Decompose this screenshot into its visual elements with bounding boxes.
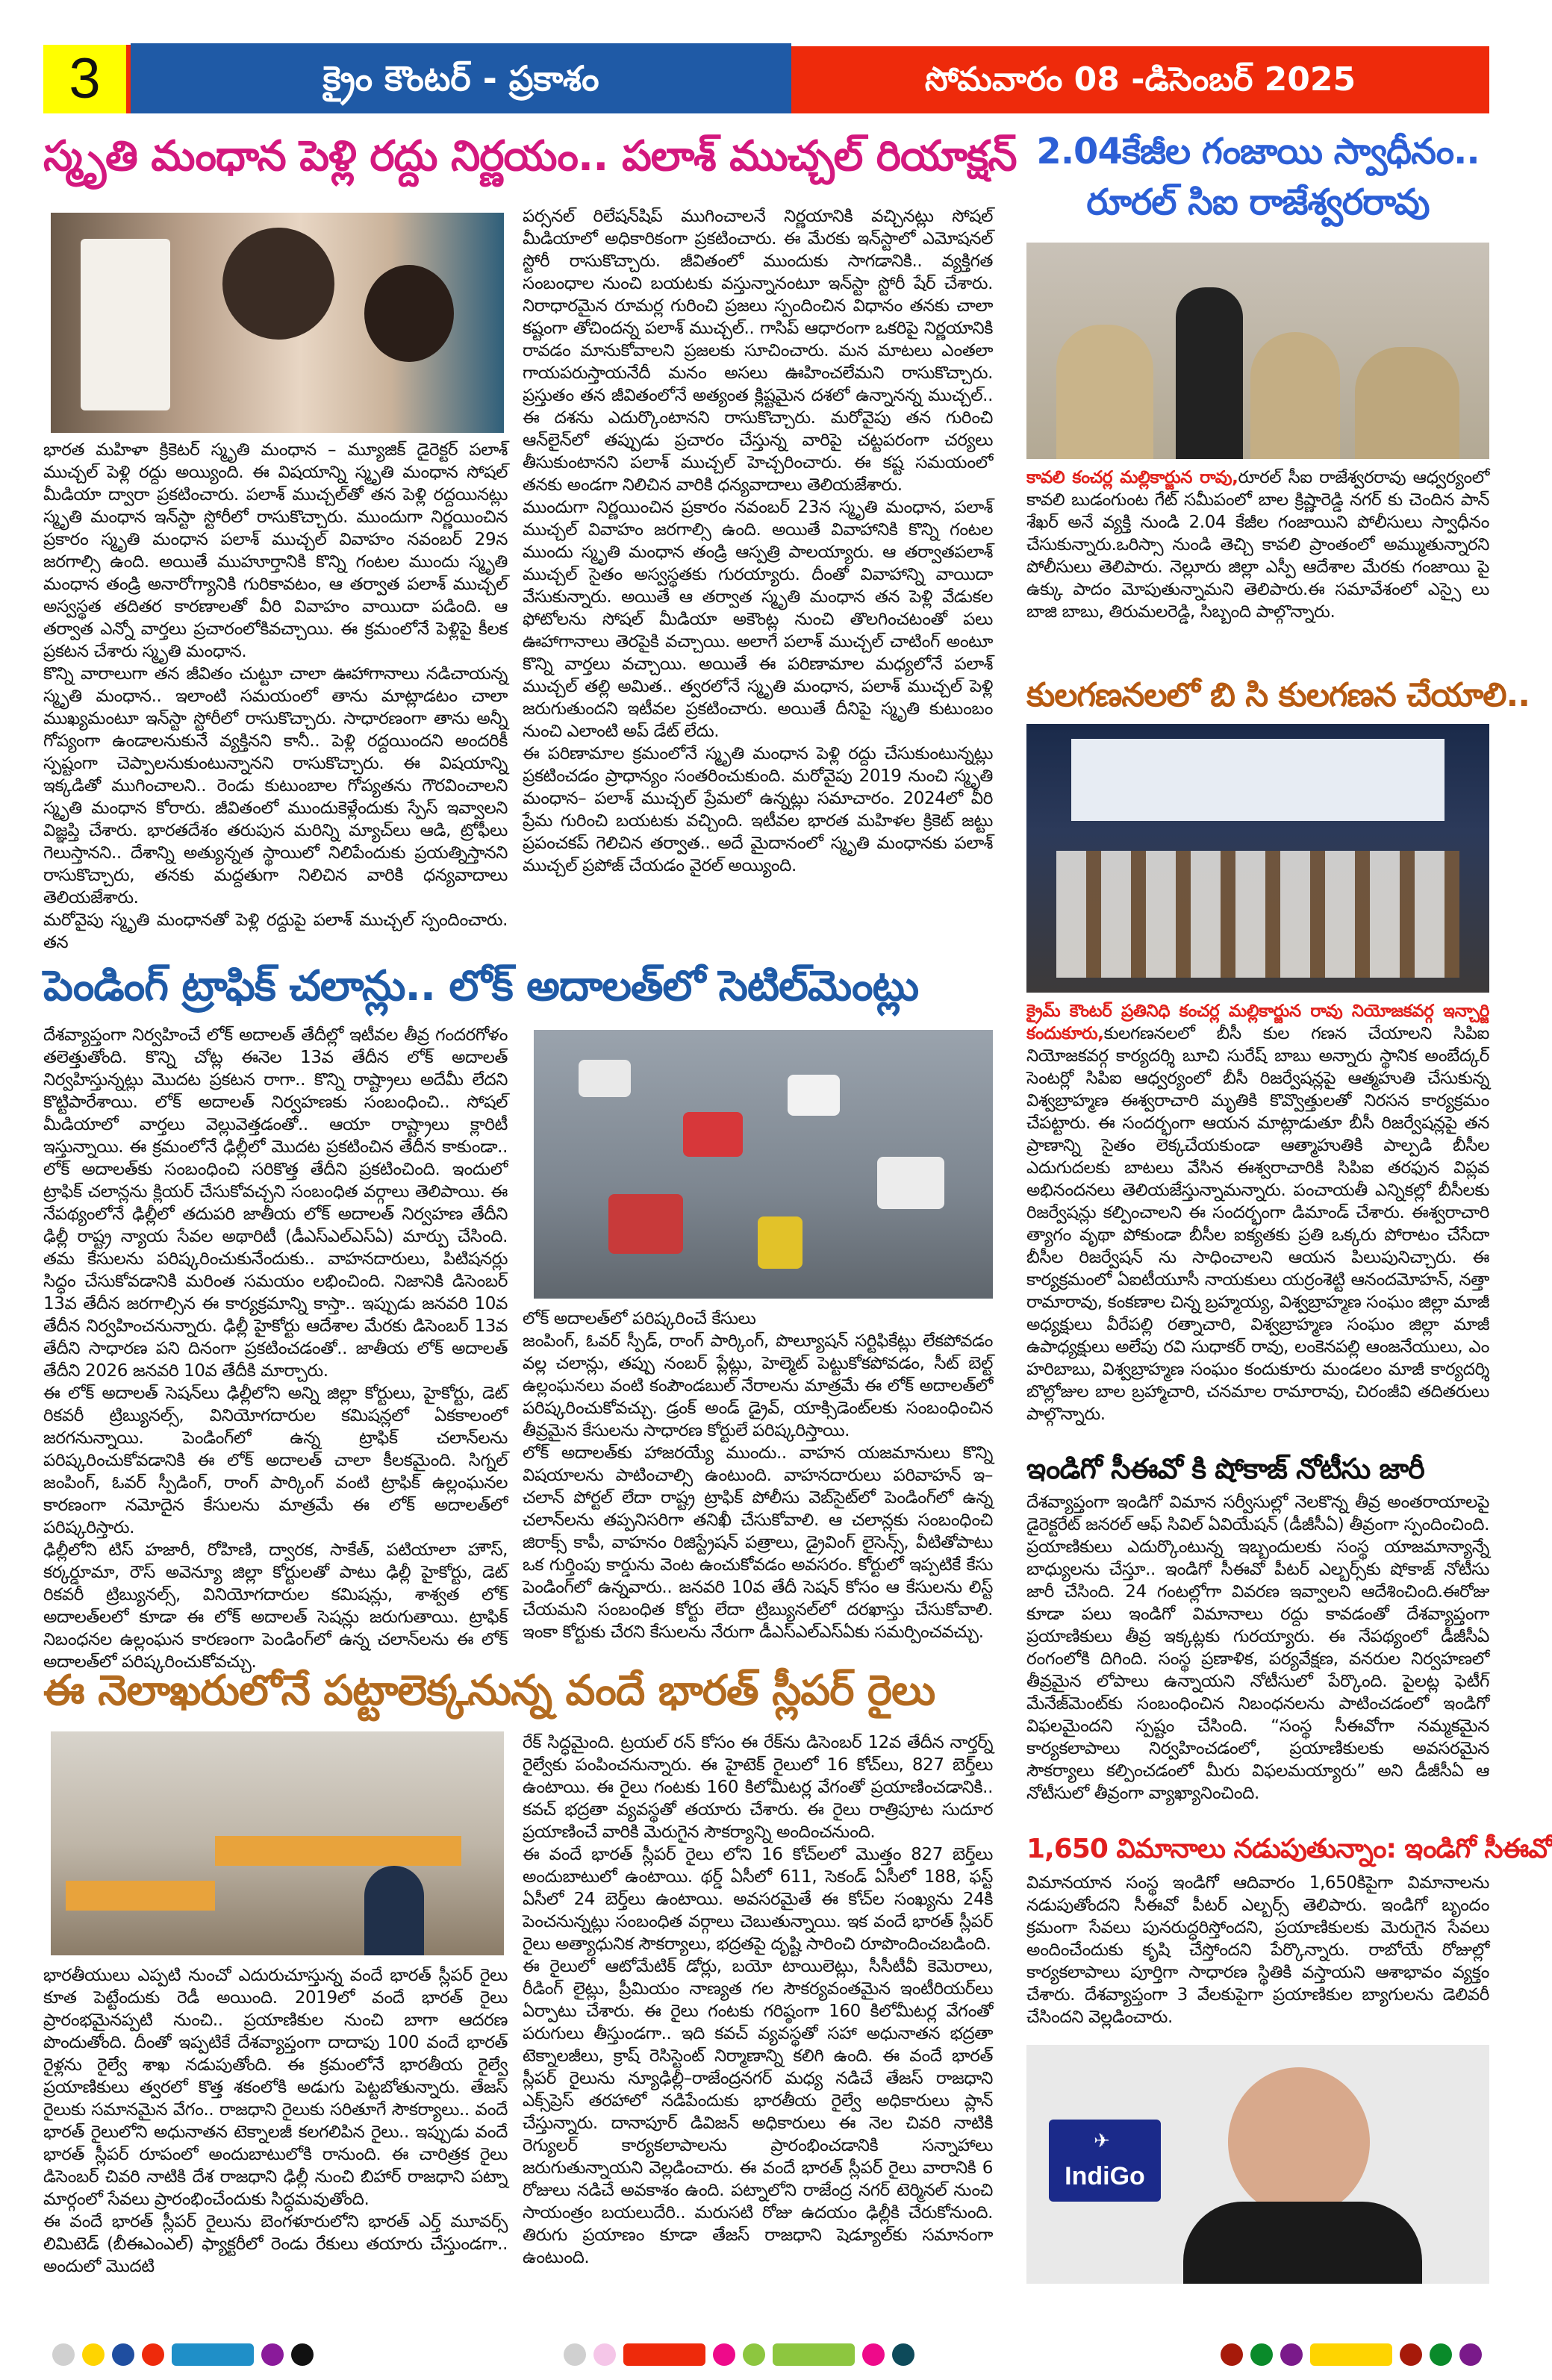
plane-icon: ✈ xyxy=(1094,2130,1110,2152)
mark xyxy=(291,2343,314,2366)
car xyxy=(788,1075,840,1116)
page-number: 3 xyxy=(43,45,131,113)
photo-smriti-palash xyxy=(51,213,504,433)
mark xyxy=(142,2343,164,2366)
mark xyxy=(82,2343,105,2366)
color-registration-marks-left xyxy=(52,2343,314,2366)
headline-traffic: పెండింగ్ ట్రాఫిక్ చలాన్లు.. లోక్ అదాలత్‌లో సెటిల్‌మెంట్లు xyxy=(43,962,919,1011)
photo-indigo-ceo xyxy=(1026,2045,1489,2284)
headline-indigo-notice: ఇండిగో సీఈవో కి షోకాజ్ నోటీసు జారీ xyxy=(1026,1452,1424,1485)
ceo-suit xyxy=(1183,2202,1422,2284)
protesters xyxy=(1056,851,1459,978)
headline-ganja-line1: 2.04కేజీల గంజాయి స్వాధీనం.. xyxy=(1036,131,1480,172)
indigo-logo: IndiGo ✈ xyxy=(1049,2120,1161,2202)
mark xyxy=(1459,2343,1482,2366)
mark xyxy=(112,2343,134,2366)
article-indigo-flights-body: విమానయాన సంస్థ ఇండిగో ఆదివారం 1,650కిపైగా విమానాలను నడుపుతోందని సీఈవో పీటర్ ఎల్బర్స్ తెలిపారు. ఇండిగో బృందం క్రమంగా సేవలు పునరుద్ధరిస్తోందని, ప్రయాణికులకు మెరుగైన సేవలు అందించేందుకు కృషి చేస్తోందని పేర్కొన్నారు. రాబోయే రోజుల్లో కార్యకలాపాలు పూర్తిగా సాధారణ స్థితికి వస్తాయని ఆశాభావం వ్యక్తం చేశారు. దేశవ్యాప్తంగా 3 వేలకుపైగా ప్రయాణికుల బ్యాగులను డెలివరీ చేసిందని వెల్లడించారు. xyxy=(1026,1873,1489,2027)
car xyxy=(579,1060,631,1097)
headline-indigo-flights: 1,650 విమానాలు నడుపుతున్నాం: ఇండిగో సీఈవో xyxy=(1026,1834,1552,1864)
auto-rickshaw xyxy=(758,1216,803,1269)
headline-smriti: స్మృతి మంధాన పెళ్లి రద్దు నిర్ణయం.. పలాశ్ ముచ్చల్ రియాక్షన్ xyxy=(43,132,1017,181)
berth xyxy=(215,1836,461,1866)
police-officer xyxy=(1355,347,1459,459)
police-officer xyxy=(1250,332,1340,459)
article-traffic-col1: దేశవ్యాప్తంగా నిర్వహించే లోక్ అదాలత్ తేదీల్లో ఇటీవల తీవ్ర గందరగోళం తలెత్తుతోంది. కొన్ని చోట్ల ఈనెల 13వ తేదీన లోక్ అదాలత్ నిర్వహిస్తున్నట్లు మొదట ప్రకటన రాగా.. కొన్ని రాష్ట్రాలు అదేమీ లేదని కొట్టిపారేశాయి. లోక్ అదాలత్ నిర్వహణకు సంబంధించి.. సోషల్ మీడియాలో వార్తలు వెల్లువెత్తడంతో.. ఆయా రాష్ట్రాలు క్లారిటీ ఇస్తున్నాయి. ఈ క్రమంలోనే ఢిల్లీలో మొదట ప్రకటించిన తేదీన కాకుండా.. లోక్ అదాలత్‌కు సంబంధించి సరికొత్త తేదీని ప్రకటించింది. ఇందులో ట్రాఫిక్ చలాన్లను క్లియర్ చేసుకోవచ్చని సంబంధిత వర్గాలు తెలిపాయి. ఈ నేపథ్యంలోనే ఢిల్లీలో తదుపరి జాతీయ లోక్ అదాలత్ నిర్వహణ తేదీని ఢిల్లీ రాష్ట్ర న్యాయ సేవల అథారిటీ (డీఎస్ఎల్ఎస్ఏ) మార్పు చేసింది. తమ కేసులను పరిష్కరించుకునేందుకు.. వాహనదారులు, పిటిషనర్లు సిద్ధం చేసుకోవడానికి మరింత సమయం లభించింది. నిజానికి డిసెంబర్ 13వ తేదీన జరగాల్సిన ఈ కార్యక్రమాన్ని కాస్తా.. ఇప్పుడు జనవరి 10వ తేదీన నిర్వహించనున్నారు. ఢిల్లీ హైకోర్టు ఆదేశాల మేరకు డిసెంబర్ 13వ తేదీని సాధారణ పని దినంగా ప్రకటించడంతో.. జాతీయ లోక్ అదాలత్ తేదీని 2026 జనవరి 10వ తేదీకి మార్చారు. ఈ లోక్ అదాలత్ సెషన్‌లు ఢిల్లీలోని అన్ని జిల్లా కోర్టులు, హైకోర్టు, డెట్ రికవరీ ట్రిబ్యునల్స్, వినియోగదారుల కమిషన్లలో ఏకకాలంలో జరగనున్నాయి. పెండింగ్‌లో ఉన్న ట్రాఫిక్ చలాన్‌లను పరిష్కరించుకోవడానికి ఈ లోక్ అదాలత్ చాలా కీలకమైంది. సిగ్నల్ జంపింగ్, ఓవర్ స్పీడింగ్, రాంగ్ పార్కింగ్ వంటి ట్రాఫిక్ ఉల్లంఘనల కారణంగా నమోదైన కేసులను మాత్రమే ఈ లోక్ అదాలత్‌లో పరిష్కరిస్తారు. ఢిల్లీలోని టిస్ హజారీ, రోహిణి, ద్వారక, సాకేత్, పటియాలా హౌస్, కర్కర్డూమా, రౌస్ అవెన్యూ జిల్లా కోర్టులతో పాటు ఢిల్లీ హైకోర్టు, డెట్ రికవరీ ట్రిబ్యునల్స్, వినియోగదారుల కమిషన్లు, శాశ్వత లోక్ అదాలత్‌లలో కూడా ఈ లోక్ అదాలత్ సెషన్లు జరుగుతాయి. ట్రాఫిక్ నిబంధనల ఉల్లంఘన కారణంగా పెండింగ్‌లో ఉన్న చలాన్‌లను ఈ లోక్ అదాలత్‌లో పరిష్కరించుకోవచ్చు. xyxy=(43,1025,508,1672)
instagram-story-screenshot xyxy=(81,239,170,410)
mark xyxy=(1280,2343,1303,2366)
headline-ganja-line2: రూరల్ సిఐ రాజేశ్వరరావు xyxy=(1086,181,1430,223)
dateline: క్రైమ్ కౌంటర్ ప్రతినిధి కంచర్ల మల్లికార్జున రావు నియోజకవర్గ ఇన్చార్జి కందుకూరు, xyxy=(1026,1002,1489,1043)
headline-vande-bharat: ఈ నెలాఖరులోనే పట్టాలెక్కనున్న వందే భారత్ స్లీపర్ రైలు xyxy=(43,1667,935,1715)
mark xyxy=(261,2343,284,2366)
berth xyxy=(66,1881,215,1911)
mark xyxy=(1400,2343,1422,2366)
mark xyxy=(1221,2343,1243,2366)
person-palash xyxy=(222,228,334,340)
photo-candle-protest xyxy=(1026,724,1489,993)
article-traffic-col2: లోక్ అదాలత్‌లో పరిష్కరించే కేసులు జంపింగ్, ఓవర్ స్పీడ్, రాంగ్ పార్కింగ్, పొల్యూషన్ సర్టిఫికేట్లు లేకపోవడం వల్ల చలాన్లు, తప్పు నంబర్ ప్లేట్లు, హెల్మెట్ పెట్టుకోకపోవడం, సీట్ బెల్ట్ ఉల్లంఘనలు వంటి కంపౌండబుల్ నేరాలను మాత్రమే ఈ లోక్ అదాలత్‌లో పరిష్కరించుకోవచ్చు. డ్రంక్ అండ్ డ్రైవ్, యాక్సిడెంట్‌లకు సంబంధించిన తీవ్రమైన కేసులను సాధారణ కోర్టులే పరిష్కరిస్తాయి. లోక్ అదాలత్‌కు హాజరయ్యే ముందు.. వాహన యజమానులు కొన్ని విషయాలను పాటించాల్సి ఉంటుంది. వాహనదారులు పరివాహన్ ఇ–చలాన్ పోర్టల్ లేదా రాష్ట్ర ట్రాఫిక్ పోలీసు వెబ్‌సైట్‌లో పెండింగ్‌లో ఉన్న చలాన్‌లను తప్పనిసరిగా తనిఖీ చేసుకోవాలి. ఆ చలాన్లకు సంబంధించి జిరాక్స్ కాపీ, వాహనం రిజిస్ట్రేషన్ పత్రాలు, డ్రైవింగ్ లైసెన్స్, వీటితోపాటు ఒక గుర్తింపు కార్డును వెంట ఉంచుకోవడం అవసరం. కోర్టులో ఇప్పటికే కేసు పెండింగ్‌లో ఉన్నవారు.. జనవరి 10వ తేదీ సెషన్ కోసం ఆ కేసులను లిస్ట్ చేయమని సంబంధిత కోర్టు లేదా ట్రిబ్యునల్‌లో దరఖాస్తు చేసుకోవాలి. ఇంకా కోర్టుకు చేరని కేసులను నేరుగా డీఎస్ఎల్ఎస్ఏకు సమర్పించవచ్చు. xyxy=(523,1309,993,1642)
person-smriti xyxy=(364,265,454,362)
mark xyxy=(1250,2343,1273,2366)
article-vande-col1: భారతీయులు ఎప్పటి నుంచో ఎదురుచూస్తున్న వందే భారత్ స్లీపర్ రైలు కూత పెట్టేందుకు రెడీ అయింది. 2019లో వందే భారత్ రైలు ప్రారంభమైనప్పటి నుంచి.. ప్రయాణికుల నుంచి బాగా ఆదరణ పొందుతోంది. దీంతో ఇప్పటికే దేశవ్యాప్తంగా దాదాపు 100 వందే భారత్ రైళ్లను రైల్వే శాఖ నడుపుతోంది. ఈ క్రమంలోనే భారతీయ రైల్వే ప్రయాణికులు త్వరలో కొత్త శకంలోకి అడుగు పెట్టబోతున్నారు. తేజస్ రైలుకు సమానమైన వేగం.. రాజధాని రైలుకు సరితూగే సౌకర్యాలు.. వందే భారత్ రైలులోని అధునాతన టెక్నాలజీ కలగలిపిన రైలు.. ఇప్పుడు వందే భారత్ స్లీపర్ రూపంలో అందుబాటులోకి రానుంది. ఈ చారిత్రక రైలు డిసెంబర్ చివరి నాటికి దేశ రాజధాని ఢిల్లీ నుంచి బిహార్ రాజధాని పట్నా మార్గంలో సేవలు ప్రారంభించేందుకు సిద్ధమవుతోంది. ఈ వందే భారత్ స్లీపర్ రైలును బెంగళూరులోని భారత్ ఎర్త్ మూవర్స్ లిమిటెడ్ (బీఈఎంఎల్) ఫ్యాక్టరీలో రెండు రేకులు తయారు చేస్తుండగా.. అందులో మొదటి xyxy=(43,1966,508,2276)
publication-name: క్రైం కౌంటర్ - ప్రకాశం xyxy=(131,43,791,113)
article-indigo-notice-body: దేశవ్యాప్తంగా ఇండిగో విమాన సర్వీసుల్లో నెలకొన్న తీవ్ర అంతరాయాలపై డైరెక్టరేట్ జనరల్ ఆఫ్ సివిల్ ఏవియేషన్ (డీజీసీఏ) తీవ్రంగా స్పందించింది. ప్రయాణికులు ఎదుర్కొంటున్న ఇబ్బందులకు సంస్థ యాజమాన్యాన్నే బాధ్యులను చేస్తూ.. ఇండిగో సీఈవో పీటర్ ఎల్బర్స్‌కు షోకాజ్ నోటీసు జారీ చేసింది. 24 గంటల్లోగా వివరణ ఇవ్వాలని ఆదేశించింది.ఈరోజు కూడా పలు ఇండిగో విమానాలు రద్దు కావడంతో దేశవ్యాప్తంగా ప్రయాణికులు తీవ్ర ఇక్కట్లకు గురయ్యారు. ఈ నేపథ్యంలో డీజీసీఏ రంగంలోకి దిగింది. సంస్థ ప్రణాళిక, పర్యవేక్షణ, వనరుల నిర్వహణలో తీవ్రమైన లోపాలు ఉన్నాయని నోటీసులో పేర్కొంది. పైలట్ల ఫెటీగ్ మేనేజ్‌మెంట్‌కు సంబంధించిన నిబంధనలను పాటించడంలో ఇండిగో విఫలమైందని స్పష్టం చేసింది. “సంస్థ సీఈవోగా నమ్మకమైన కార్యకలాపాలు నిర్వహించడంలో, ప్రయాణికులకు అవసరమైన సౌకర్యాలు కల్పించడంలో మీరు విఫలమయ్యారు” అని డీజీసీఏ ఆ నోటీసులో తీవ్రంగా వ్యాఖ్యానించింది. xyxy=(1026,1493,1489,1803)
police-officer xyxy=(1056,325,1153,459)
article-bc-body: క్రైమ్ కౌంటర్ ప్రతినిధి కంచర్ల మల్లికార్జున రావు నియోజకవర్గ ఇన్చార్జి కందుకూరు,కులగణనలలో బీసీ కుల గణన చేయాలని సిపిఐ నియోజకవర్గ కార్యదర్శి బూచి సురేష్ బాబు అన్నారు స్థానిక అంబేద్కర్ సెంటర్లో సిపిఐ ఆధ్వర్యంలో బీసీ రిజర్వేషన్లపై ఆత్మహుతి చేసుకున్న విశ్వబ్రాహ్మణ ఈశ్వరాచారి మృతికి కొవ్వొత్తులతో నిరసన కార్యక్రమం చేపట్టారు. ఈ సందర్భంగా ఆయన మాట్లాడుతూ బీసీ రిజర్వేషన్లపై తన ప్రాణాన్ని సైతం లెక్కచేయకుండా ఆత్మాహుతికి పాల్పడి బీసీల ఎదుగుదలకు బాటలు వేసిన ఈశ్వరాచారికి సిపిఐ తరఫున విప్లవ అభినందనలు తెలియజేస్తున్నామన్నారు. పంచాయతీ ఎన్నికల్లో బీసీలకు రిజర్వేషన్లు కల్పించాలని ఈ సందర్భంగా డిమాండ్ చేశారు. ఈశ్వరాచారి త్యాగం వృథా పోకుండా బీసీల ఐక్యతకు ప్రతి ఒక్కరు పోరాటం చేసేదా బీసీల రిజర్వేషన్ ను సాధించాలని ఆయన పిలుపునిచ్చారు. ఈ కార్యక్రమంలో ఏఐటీయూసీ నాయకులు యర్రంశెట్టి ఆనందమోహన్, నత్తా రామారావు, కంకణాల చిన్న బ్రహ్మయ్య, విశ్వబ్రాహ్మణ సంఘం జిల్లా మాజీ అధ్యక్షులు వీరేపల్లి రత్నాచారి, విశ్వబ్రాహ్మణ సంఘం జిల్లా మాజీ ఉపాధ్యక్షులు అలేపు రవి సుధాకర్ రావు, లంకెనపల్లి ఆంజనేయులు, ఎం హరిబాబు, విశ్వబ్రాహ్మణ సంఘం కందుకూరు మండలం మాజీ కార్యదర్శి బొల్లోజుల బాల బ్రహ్మాచారి, చనమాల రామారావు, చిరంజీవి తదితరులు పాల్గొన్నారు. xyxy=(1026,1002,1489,1424)
mark xyxy=(1430,2343,1452,2366)
car xyxy=(608,1194,683,1254)
mark xyxy=(593,2343,616,2366)
photo-police-seizure xyxy=(1026,243,1489,459)
article-smriti-col2: పర్సనల్ రిలేషన్‌షిప్ ముగించాలనే నిర్ణయానికి వచ్చినట్లు సోషల్ మీడియాలో అధికారికంగా ప్రకటించారు. ఈ మేరకు ఇన్‌స్టాలో ఎమోషనల్ స్టోరీ రాసుకొచ్చారు. జీవితంలో ముందుకు సాగడానికి.. వ్యక్తిగత సంబంధాల నుంచి బయటకు వస్తున్నానంటూ ఇన్‌స్టా స్టోరీ షేర్ చేశారు. నిరాధారమైన రూమర్ల గురించి ప్రజలు స్పందించిన విధానం తనకు చాలా కష్టంగా తోచిందన్న పలాశ్ ముచ్చల్.. గాసిప్ ఆధారంగా ఒకరిపై నిర్ణయానికి రావడం మానుకోవాలని ప్రజలకు సూచించారు. మన మాటలు ఎంతలా గాయపరుస్తాయనేదీ మనం అసలు ఊహించలేమని రాసుకొచ్చారు. ప్రస్తుతం తన జీవితంలోనే అత్యంత క్లిష్టమైన దశలో ఉన్నానన్న ముచ్చల్.. ఈ దశను ఎదుర్కొంటానని రాసుకొచ్చారు. మరోవైపు తన గురించి ఆన్‌లైన్‌లో తప్పుడు ప్రచారం చేస్తున్న వారిపై చట్టపరంగా చర్యలు తీసుకుంటానని పలాశ్ ముచ్చల్ హెచ్చరించారు. ఈ కష్ట సమయంలో తనకు అండగా నిలిచిన వారికి ధన్యవాదాలు తెలియజేశారు. ముందుగా నిర్ణయించిన ప్రకారం నవంబర్ 23న స్మృతి మంధాన, పలాశ్ ముచ్చల్ వివాహం జరగాల్సి ఉంది. అయితే వివాహానికి కొన్ని గంటల ముందు స్మృతి మంధాన తండ్రి ఆస్పత్రి పాలయ్యారు. ఆ తర్వాతపలాశ్ ముచ్చల్ సైతం అస్వస్థతకు గురయ్యారు. దీంతో వివాహాన్ని వాయిదా వేసుకున్నారు. అయితే ఆ తర్వాత స్మృతి మంధాన తన పెళ్లి వేడుకల ఫోటోలను సోషల్ మీడియా అకౌంట్ల నుంచి తొలగించటంతో పలు ఊహాగానాలు తెరపైకి వచ్చాయి. అలాగే పలాశ్ ముచ్చల్ చాటింగ్ అంటూ కొన్ని వార్తలు వచ్చాయి. అయితే ఈ పరిణామాల మధ్యలోనే పలాశ్ ముచ్చల్ తల్లి అమిత.. త్వరలోనే స్మృతి మంధాన, పలాశ్ ముచ్చల్ పెళ్లి జరుగుతుందని ఇటీవల ప్రకటించారు. అయితే దీనిపై స్మృతి కుటుంబం నుంచి ఎలాంటి అప్ డేట్ లేదు. ఈ పరిణామాల క్రమంలోనే స్మృతి మంధాన పెళ్లి రద్దు చేసుకుంటున్నట్లు ప్రకటించడం ప్రాధాన్యం సంతరించుకుంది. మరోవైపు 2019 నుంచి స్మృతి మంధాన– పలాశ్ ముచ్చల్ ప్రేమలో ఉన్నట్లు సమాచారం. 2024లో వీరి ప్రేమ గురించి బయటకు వచ్చింది. ఇటీవల భారత మహిళల క్రికెట్ జట్టు ప్రపంచకప్ గెలిచిన తర్వాత.. అదే మైదానంలో స్మృతి మంధానకు పలాశ్ ముచ్చల్ ప్రపోజ్ చేయడం వైరల్ అయ్యింది. xyxy=(523,207,993,875)
mark xyxy=(773,2343,855,2366)
mark xyxy=(713,2343,735,2366)
banner xyxy=(1071,739,1445,821)
mark xyxy=(892,2343,914,2366)
person xyxy=(364,1866,424,1955)
color-registration-marks-center xyxy=(564,2343,914,2366)
mark xyxy=(743,2343,765,2366)
dateline: కావలి కంచర్ల మల్లికార్జున రావు, xyxy=(1026,468,1238,487)
article-vande-col2: రేక్ సిద్ధమైంది. ట్రయల్ రన్ కోసం ఈ రేక్‌ను డిసెంబర్ 12వ తేదీన నార్తర్న్ రైల్వేకు పంపించనున్నారు. ఈ హైటెక్ రైలులో 16 కోచ్‌లు, 827 బెర్త్‌లు ఉంటాయి. ఈ రైలు గంటకు 160 కిలోమీటర్ల వేగంతో ప్రయాణించడానికి.. కవచ్ భద్రతా వ్యవస్థతో తయారు చేశారు. ఈ రైలు రాత్రిపూట సుదూర ప్రయాణించే వారికి మెరుగైన సౌకర్యాన్ని అందించనుంది. ఈ వందే భారత్ స్లీపర్ రైలు లోని 16 కోచ్‌లలో మొత్తం 827 బెర్త్‌లు అందుబాటులో ఉంటాయి. థర్డ్ ఏసీలో 611, సెకండ్ ఏసీలో 188, ఫస్ట్ ఏసీలో 24 బెర్త్‌లు ఉంటాయి. అవసరమైతే ఈ కోచ్‌ల సంఖ్యను 24కి పెంచనున్నట్లు సంబంధిత వర్గాలు చెబుతున్నాయి. ఇక వందే భారత్ స్లీపర్ రైలు అత్యాధునిక సౌకర్యాలు, భద్రతపై దృష్టి సారించి రూపొందించబడింది. ఈ రైలులో ఆటోమేటిక్ డోర్లు, బయో టాయిలెట్లు, సీసీటీవీ కెమెరాలు, రీడింగ్ లైట్లు, ప్రీమియం నాణ్యత గల సౌకర్యవంతమైన ఇంటీరియర్‌లు ఏర్పాటు చేశారు. ఈ రైలు గంటకు గరిష్ఠంగా 160 కిలోమీటర్ల వేగంతో పరుగులు తీస్తుండగా.. ఇది కవచ్ వ్యవస్థతో సహా అధునాతన భద్రతా టెక్నాలజీలు, క్రాష్ రెసిస్టెంట్ నిర్మాణాన్ని కలిగి ఉంది. ఈ వందే భారత్ స్లీపర్ రైలును న్యూఢిల్లీ–రాజేంద్రనగర్ మధ్య నడిచే తేజస్ రాజధాని ఎక్స్‌ప్రెస్ తరహాలో నడిపేందుకు భారతీయ రైల్వే అధికారులు ప్లాన్ చేస్తున్నారు. దానాపూర్ డివిజన్ అధికారులు ఈ నెల చివరి నాటికి రెగ్యులర్ కార్యకలాపాలను ప్రారంభించడానికి సన్నాహాలు జరుగుతున్నాయని వెల్లడించారు. ఈ వందే భారత్ స్లీపర్ రైలు వారానికి 6 రోజులు నడిచే అవకాశం ఉంది. పట్నాలోని రాజేంద్ర నగర్ టెర్మినల్ నుంచి సాయంత్రం బయలుదేరి.. మరుసటి రోజు ఉదయం ఢిల్లీకి చేరుకోనుంది. తిరుగు ప్రయాణం కూడా తేజస్ రాజధాని షెడ్యూల్‌కు సమానంగా ఉంటుంది. xyxy=(523,1733,993,2267)
photo-sleeper-coach xyxy=(51,1731,504,1955)
car xyxy=(877,1157,944,1209)
color-registration-marks-right xyxy=(1221,2343,1482,2366)
headline-bc-census: కులగణనలలో బి సి కులగణన చేయాలి.. xyxy=(1026,676,1530,714)
article-smriti-col1: భారత మహిళా క్రికెటర్ స్మృతి మంధాన – మ్యూజిక్ డైరెక్టర్ పలాశ్ ముచ్చల్ పెళ్లి రద్దు అయ్యింది. ఈ విషయాన్ని స్మృతి మంధాన సోషల్ మీడియా ద్వారా ప్రకటించారు. పలాశ్ ముచ్చల్‌తో తన పెళ్లి రద్దయినట్లు స్మృతి మంధాన ఇన్‌స్టా స్టోరీలో రాసుకొచ్చారు. ముందుగా నిర్ణయించిన ప్రకారం స్మృతి మంధాన పలాశ్ ముచ్చల్ వివాహం నవంబర్ 29న జరగాల్సి ఉంది. అయితే ముహూర్తానికి కొన్ని గంటల ముందు స్మృతి మంధాన తండ్రి అనారోగ్యానికి గురికావటం, ఆ తర్వాత పలాశ్ ముచ్చల్ అస్వస్థత తదితర కారణాలతో వీరి వివాహం వాయిదా పడింది. ఆ తర్వాత ఎన్నో వార్తలు ప్రచారంలోకివచ్చాయి. ఈ క్రమంలోనే పెళ్లిపై కీలక ప్రకటన చేశారు స్మృతి మంధాన. కొన్ని వారాలుగా తన జీవితం చుట్టూ చాలా ఊహాగానాలు నడిచాయన్న స్మృతి మంధాన.. ఇలాంటి సమయంలో తాను మాట్లాడటం చాలా ముఖ్యమంటూ ఇన్‌స్టా స్టోరీలో రాసుకొచ్చారు. సాధారణంగా తాను అన్నీ గోప్యంగా ఉండాలనుకునే వ్యక్తినని కానీ.. పెళ్లి రద్దయిందని అందరికీ స్పష్టంగా చెప్పాలనుకుంటున్నానని రాసుకొచ్చారు. ఈ విషయాన్ని ఇక్కడితో ముగించాలని.. రెండు కుటుంబాల గోప్యతను గౌరవించాలని స్మృతి మంధాన కోరారు. జీవితంలో ముందుకెళ్లేందుకు స్పేస్ ఇవ్వాలని విజ్ఞప్తి చేశారు. భారతదేశం తరుపున మరిన్ని మ్యాచ్‌లు ఆడి, ట్రోఫీలు గెలుస్తానని.. దేశాన్ని అత్యున్నత స్థాయిలో నిలిపేందుకు ప్రయత్నిస్తానని రాసుకొచ్చారు, తనకు మద్దతుగా నిలిచిన వారికి ధన్యవాదాలు తెలియజేశారు. మరోవైపు స్మృతి మంధానతో పెళ్లి రద్దుపై పలాశ్ ముచ్చల్ స్పందించారు. తన xyxy=(43,440,508,952)
car xyxy=(683,1112,743,1157)
mark xyxy=(52,2343,75,2366)
mark xyxy=(862,2343,885,2366)
mark xyxy=(172,2343,254,2366)
ceo-face xyxy=(1228,2067,1370,2217)
edition-date: సోమవారం 08 -డిసెంబర్ 2025 xyxy=(791,46,1489,113)
mark xyxy=(623,2343,705,2366)
traffic-subheading: లోక్ అదాలత్‌లో పరిష్కరించే కేసులు xyxy=(523,1309,756,1328)
photo-traffic-jam xyxy=(534,1030,993,1299)
accused-person xyxy=(1176,287,1243,459)
mark xyxy=(564,2343,586,2366)
mark xyxy=(1310,2343,1392,2366)
article-ganja-body: కావలి కంచర్ల మల్లికార్జున రావు,రూరల్ సీఐ రాజేశ్వరరావు ఆధ్వర్యంలో కావలి బుడంగుంట గేట్ సమీపంలో బాల క్రిష్ణారెడ్డి నగర్ కు చెందిన పాన్ శేఖర్ అనే వ్యక్తి నుండి 2.04 కేజీల గంజాయిని పోలీసులు స్వాధీనం చేసుకున్నారు.ఒరిస్సా నుండి తెచ్చి కావలి ప్రాంతంలో అమ్ముతున్నారని పోలీసులు తెలిపారు. నెల్లూరు జిల్లా ఎస్పీ ఆదేశాల మేరకు గంజాయి పై ఉక్కు పాదం మోపుతున్నామని తెలిపారు.ఈ సమావేశంలో ఎస్సై లు బాజి బాబు, తిరుమలరెడ్డి, సిబ్బంది పాల్గొన్నారు. xyxy=(1026,468,1490,622)
